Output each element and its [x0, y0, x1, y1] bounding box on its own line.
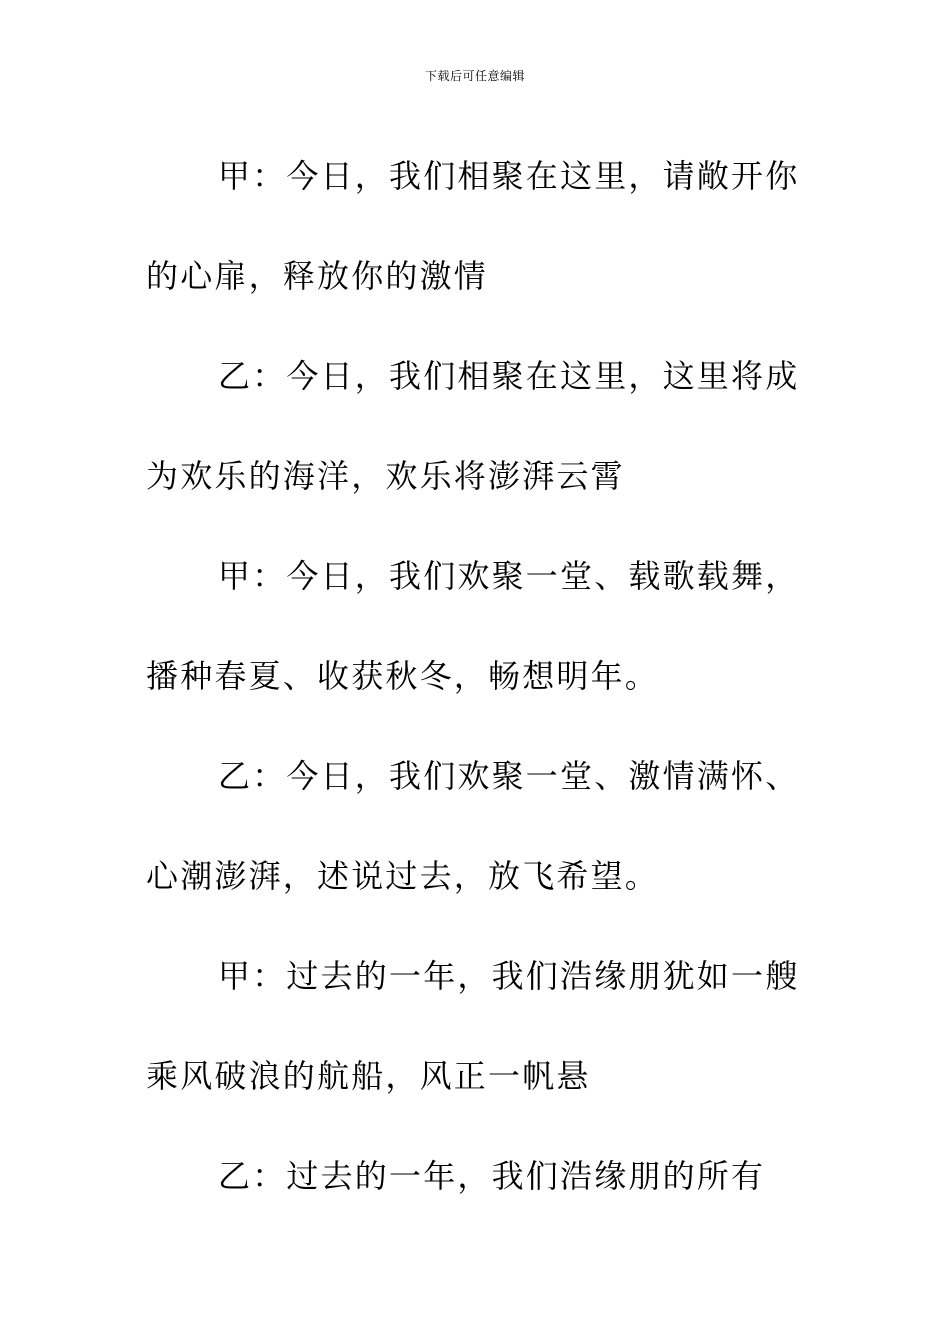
document-body	[146, 126, 806, 1226]
paragraph-line: 甲：过去的一年，我们浩缘朋犹如一	[218, 957, 766, 995]
paragraph-line: 甲：今日，我们相聚在这里，请敞开	[218, 157, 766, 195]
paragraph-line: 乙：今日，我们相聚在这里，这里将	[218, 357, 766, 395]
paragraph	[146, 526, 806, 726]
paragraph-line: 你的心扉，释放你的激情	[146, 157, 800, 295]
paragraph	[146, 126, 806, 326]
paragraph-line: 播种春夏、收获秋冬，畅想明年。	[146, 657, 660, 695]
paragraph	[146, 726, 806, 926]
paragraph	[146, 926, 806, 1126]
paragraph-line: 乙：今日，我们欢聚一堂、激情满怀、	[218, 757, 800, 795]
paragraph-line: 艘乘风破浪的航船，风正一帆悬	[146, 957, 800, 1095]
paragraph-line: 甲：今日，我们欢聚一堂、载歌载舞，	[218, 557, 800, 595]
paragraph-line: 成为欢乐的海洋，欢乐将澎湃云霄	[146, 357, 800, 495]
paragraph-line: 心潮澎湃，述说过去，放飞希望。	[146, 857, 660, 895]
paragraph	[146, 1126, 806, 1226]
page-header: 下载后可任意编辑	[424, 69, 525, 83]
paragraph	[146, 326, 806, 526]
paragraph-line: 乙：过去的一年，我们浩缘朋的所有	[218, 1157, 766, 1195]
